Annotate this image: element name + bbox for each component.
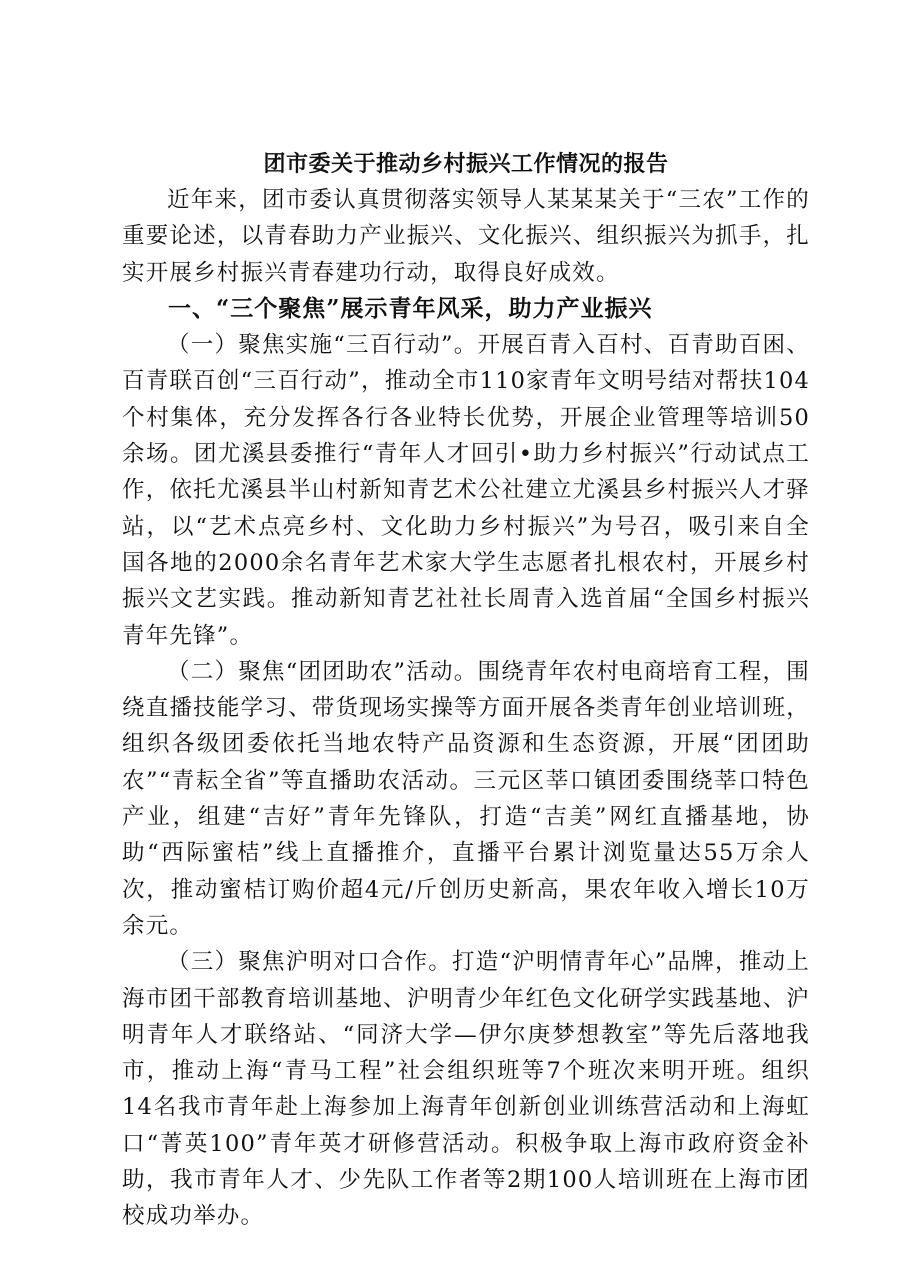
body-paragraph-1 (122, 327, 810, 654)
paragraph-lead-2: （二）聚焦“团团助农”活动。 (167, 658, 478, 685)
paragraph-body-3: 打造“沪明情青年心”品牌，推动上海市团干部教育培训基地、沪明青少年红色文化研学实践基地、沪明青年人才联络站、“同济大学—伊尔庚梦想教室”等先后落地我市，推动上海“青马工程”社会组织班等7个班次来明开班。组织14名我市青年赴上海参加上海青年创新创业训练营活动和上海虹口“菁英100”青年英才研修营活动。积极争取上海市政府资金补助，我市青年人才、少先队工作者等2期100人培训班在上海市团校成功举办。 (122, 949, 810, 1230)
body-paragraph-2 (122, 654, 810, 944)
section-heading-1: 一、“三个聚焦”展示青年风采，助力产业振兴 (168, 294, 653, 322)
paragraph-body-1: 开展百青入百村、百青助百困、百青联百创“三百行动”，推动全市110家青年文明号结对帮扶104个村集体，充分发挥各行各业特长优势，开展企业管理等培训50余场。团尤溪县委推行“青年人才回引•助力乡村振兴”行动试点工作，依托尤溪县半山村新知青艺术公社建立尤溪县乡村振兴人才驿站，以“艺术点亮乡村、文化助力乡村振兴”为号召，吸引来自全国各地的2000余名青年艺术家大学生志愿者扎根农村，开展乡村振兴文艺实践。推动新知青艺社社长周青入选首届“全国乡村振兴青年先锋”。 (122, 332, 810, 649)
intro-paragraph: 近年来，团市委认真贯彻落实领导人某某某关于“三农”工作的重要论述，以青春助力产业振兴、文化振兴、组织振兴为抓手，扎实开展乡村振兴青春建功行动，取得良好成效。 (122, 187, 810, 286)
paragraph-lead-1: （一）聚焦实施“三百行动”。 (167, 332, 478, 359)
document-page (122, 150, 810, 1235)
body-paragraph-3 (122, 944, 810, 1234)
document-title: 团市委关于推动乡村振兴工作情况的报告 (263, 151, 669, 177)
paragraph-lead-3: （三）聚焦沪明对口合作。 (167, 949, 453, 976)
paragraph-body-2: 围绕青年农村电商培育工程，围绕直播技能学习、带货现场实操等方面开展各类青年创业培训班，组织各级团委依托当地农特产品资源和生态资源，开展“团团助农”“青耘全省”等直播助农活动。三元区莘口镇团委围绕莘口特色产业，组建“吉好”青年先锋队，打造“吉美”网红直播基地，协助“西际蜜桔”线上直播推介，直播平台累计浏览量达55万余人次，推动蜜桔订购价超4元/斤创历史新高，果农年收入增长10万余元。 (122, 658, 810, 939)
